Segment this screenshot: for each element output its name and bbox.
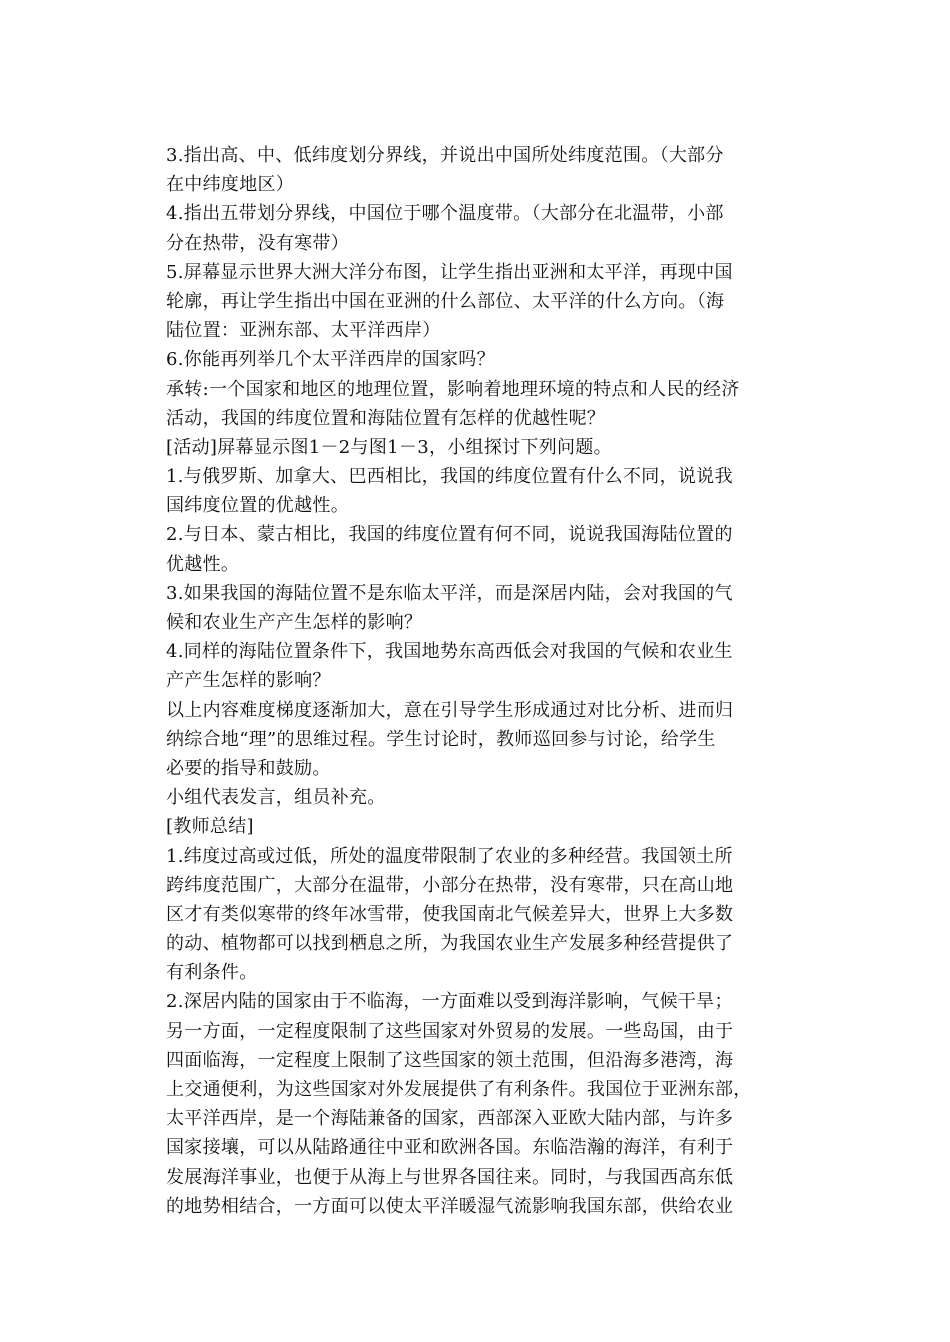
text-line: 2.与日本、蒙古相比，我国的纬度位置有何不同，说说我国海陆位置的	[166, 524, 733, 546]
text-line: 国纬度位置的优越性。	[166, 495, 349, 517]
text-line: 的动、植物都可以找到栖息之所，为我国农业生产发展多种经营提供了	[166, 933, 734, 955]
text-line: 陆位置：亚洲东部、太平洋西岸）	[166, 320, 441, 342]
body-text	[166, 141, 796, 1221]
text-line: 另一方面，一定程度限制了这些国家对外贸易的发展。一些岛国，由于	[166, 1020, 734, 1042]
text-line: 1.纬度过高或过低，所处的温度带限制了农业的多种经营。我国领土所	[166, 845, 733, 867]
text-line: 纳综合地“理”的思维过程。学生讨论时，教师巡回参与讨论，给学生	[166, 728, 716, 750]
text-line: [教师总结]	[166, 816, 254, 838]
text-line: 3.如果我国的海陆位置不是东临太平洋，而是深居内陆，会对我国的气	[166, 582, 733, 604]
text-line: 承转:一个国家和地区的地理位置，影响着地理环境的特点和人民的经济	[166, 378, 740, 400]
text-line: [活动]屏幕显示图1－2与图1－3，小组探讨下列问题。	[166, 436, 612, 458]
text-line: 四面临海，一定程度上限制了这些国家的领土范围，但沿海多港湾，海	[166, 1049, 734, 1071]
text-line: 1.与俄罗斯、加拿大、巴西相比，我国的纬度位置有什么不同，说说我	[166, 466, 733, 488]
text-line: 以上内容难度梯度逐渐加大，意在引导学生形成通过对比分析、进而归	[166, 699, 734, 721]
text-line: 上交通便利，为这些国家对外发展提供了有利条件。我国位于亚洲东部，	[166, 1079, 752, 1100]
text-line: 产产生怎样的影响？	[166, 670, 331, 692]
text-line: 2.深居内陆的国家由于不临海，一方面难以受到海洋影响，气候干旱；	[166, 991, 733, 1013]
text-line: 国家接壤，可以从陆路通往中亚和欧洲各国。东临浩瀚的海洋，有利于	[166, 1137, 734, 1159]
text-line: 轮廓，再让学生指出中国在亚洲的什么部位、太平洋的什么方向。（海	[166, 290, 725, 312]
text-line: 必要的指导和鼓励。	[166, 757, 331, 779]
text-line: 4.指出五带划分界线，中国位于哪个温度带。（大部分在北温带，小部	[166, 203, 724, 225]
text-line: 在中纬度地区）	[166, 174, 295, 196]
text-line: 小组代表发言，组员补充。	[166, 787, 386, 809]
text-line: 5.屏幕显示世界大洲大洋分布图，让学生指出亚洲和太平洋，再现中国	[166, 261, 733, 283]
text-line: 跨纬度范围广，大部分在温带，小部分在热带，没有寒带，只在高山地	[166, 874, 734, 896]
text-line: 的地势相结合，一方面可以使太平洋暖湿气流影响我国东部，供给农业	[166, 1195, 734, 1217]
text-line: 活动，我国的纬度位置和海陆位置有怎样的优越性呢？	[166, 407, 606, 429]
text-line: 候和农业生产产生怎样的影响？	[166, 612, 423, 633]
text-line: 发展海洋事业，也便于从海上与世界各国往来。同时，与我国西高东低	[166, 1166, 734, 1188]
text-line: 6.你能再列举几个太平洋西岸的国家吗？	[166, 349, 495, 371]
text-line: 4.同样的海陆位置条件下，我国地势东高西低会对我国的气候和农业生	[166, 641, 733, 663]
text-line: 有利条件。	[166, 962, 258, 984]
text-line: 区才有类似寒带的终年冰雪带，使我国南北气候差异大，世界上大多数	[166, 903, 734, 925]
text-line: 分在热带，没有寒带）	[166, 232, 349, 254]
text-line: 太平洋西岸，是一个海陆兼备的国家，西部深入亚欧大陆内部，与许多	[166, 1108, 734, 1130]
text-line: 3.指出高、中、低纬度划分界线，并说出中国所处纬度范围。（大部分	[166, 145, 724, 166]
text-line: 优越性。	[166, 553, 240, 575]
